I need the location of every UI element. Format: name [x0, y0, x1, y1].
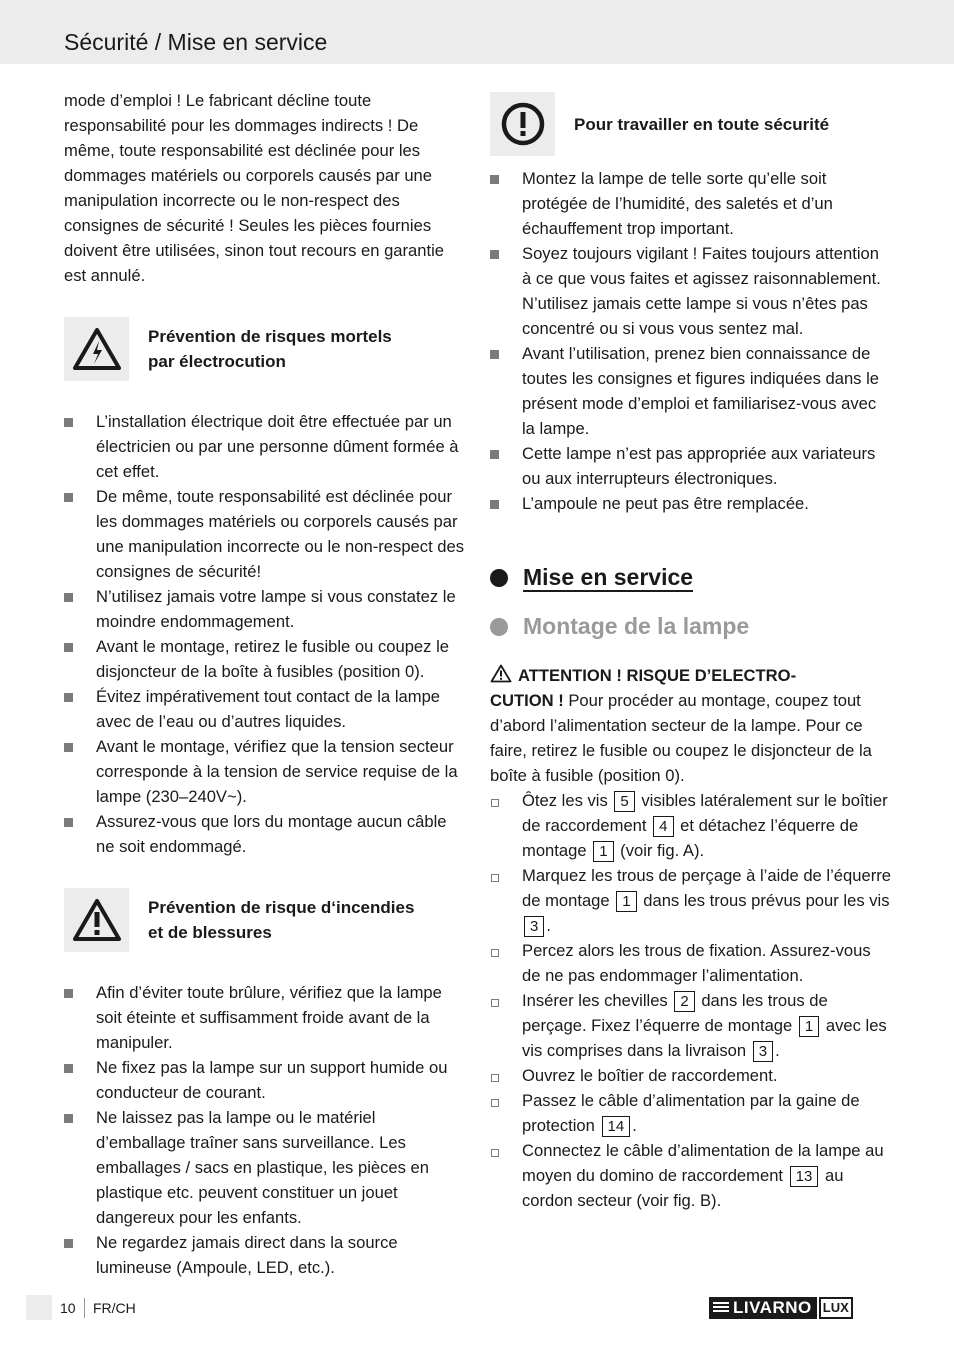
list-item: Avant le montage, retirez le fusible ou coupez le disjoncteur de la boîte à fusibles (position 0). — [64, 634, 466, 684]
fire-injury-list — [64, 980, 466, 1280]
list-item: Afin d’éviter toute brûlure, vérifiez que la lampe soit éteinte et suffisamment froide avant de la manipuler. — [64, 980, 466, 1055]
step-item: Percez alors les trous de fixation. Assurez-vous de ne pas endommager l’alimentation. — [490, 938, 892, 988]
livarno-lux-logo: LIVARNO LUX — [709, 1297, 853, 1319]
list-item: N’utilisez jamais votre lampe si vous constatez le moindre endommagement. — [64, 584, 466, 634]
bullet-dot-icon — [490, 569, 508, 587]
intro-paragraph: mode d’emploi ! Le fabricant décline toute responsabilité pour les dommages indirects ! De même, toute responsabilité est déclinée pour les dommages matériels ou corporels causés par une manipulation incorrecte ou le non-respect des consignes de sécurité ! Seules les pièces fournies doivent être utilisées, sinon tout recours en garantie est annulé. — [64, 91, 445, 285]
list-item: Assurez-vous que lors du montage aucun câble ne soit endommagé. — [64, 809, 466, 859]
list-item: Cette lampe n’est pas appropriée aux variateurs ou aux interrupteurs électroniques. — [490, 441, 892, 491]
logo-bars-icon — [713, 1302, 729, 1314]
page-header — [0, 0, 954, 64]
safety-title: Pour travailler en toute sécurité — [574, 114, 830, 134]
mounting-steps — [490, 788, 892, 1213]
list-item: Évitez impérativement tout contact de la lampe avec de l’eau ou d’autres liquides. — [64, 684, 466, 734]
list-item: Montez la lampe de telle sorte qu’elle soit protégée de l’humidité, des saletés et d’un échauffement trop important. — [490, 166, 892, 241]
warning-title: Prévention de risque d‘incendies et de blessures — [148, 898, 415, 942]
electric-warning-icon — [64, 317, 129, 381]
exclamation-warning-icon — [64, 888, 129, 952]
page-title: Sécurité / Mise en service — [64, 29, 328, 55]
list-item: Avant l’utilisation, prenez bien connaissance de toutes les consignes et figures indiquées dans le présent mode d’emploi et familiarisez-vous avec la lampe. — [490, 341, 892, 441]
step-item: Ouvrez le boîtier de raccordement. — [490, 1063, 892, 1088]
list-item: Ne laissez pas la lampe ou le matériel d’emballage traîner sans surveillance. Les emballages / sacs en plastique, les pièces en plastique etc. peuvent constituer un jouet dangereux pour les enfants. — [64, 1105, 466, 1230]
warning-fire-injury — [64, 888, 466, 952]
attention-paragraph: ATTENTION ! RISQUE D’ELECTRO- CUTION ! Pour procéder au montage, coupez tout d’abord l’alimentation secteur de la lampe. Pour ce faire, retirez le fusible ou coupez le disjoncteur de la boîte à fusible (position 0). — [490, 666, 872, 785]
safety-notice — [490, 92, 892, 156]
list-item: Ne fixez pas la lampe sur un support humide ou conducteur de courant. — [64, 1055, 466, 1105]
page-number: 10 — [60, 1300, 76, 1316]
footer-marker — [26, 1295, 52, 1320]
list-item: L’installation électrique doit être effectuée par un électricien ou par une personne dûment formée à cet effet. — [64, 409, 466, 484]
list-item: Avant le montage, vérifiez que la tension secteur corresponde à la tension de service requise de la lampe (230–240V~). — [64, 734, 466, 809]
electrocution-list — [64, 409, 466, 859]
language-code: FR/CH — [93, 1300, 136, 1316]
small-warning-icon — [490, 664, 512, 683]
step-item: Marquez les trous de perçage à l’aide de l’équerre de montage 1 dans les trous prévus pour les vis 3 . — [490, 863, 892, 938]
warning-electrocution — [64, 317, 466, 381]
step-item: Insérer les chevilles 2 dans les trous de perçage. Fixez l’équerre de montage 1 avec les vis comprises dans la livraison 3 . — [490, 988, 892, 1063]
list-item: L’ampoule ne peut pas être remplacée. — [490, 491, 892, 516]
footer-divider — [84, 1298, 85, 1318]
list-item: Soyez toujours vigilant ! Faites toujours attention à ce que vous faites et agissez raisonnablement. N’utilisez jamais cette lampe si vous n’êtes pas concentré ou si vous vous sentez mal. — [490, 241, 892, 341]
right-column — [490, 88, 892, 1213]
section-heading: Mise en service — [490, 564, 892, 592]
step-item: Passez le câble d’alimentation par la gaine de protection 14 . — [490, 1088, 892, 1138]
list-item: De même, toute responsabilité est déclinée pour les dommages matériels ou corporels causés par une manipulation incorrecte ou le non-respect des consignes de sécurité! — [64, 484, 466, 584]
safety-list — [490, 166, 892, 516]
left-column — [64, 88, 466, 1280]
warning-title: Prévention de risques mortels par électrocution — [148, 327, 392, 371]
list-item: Ne regardez jamais direct dans la source lumineuse (Ampoule, LED, etc.). — [64, 1230, 466, 1280]
exclamation-circle-icon — [490, 92, 555, 156]
step-item: Ôtez les vis 5 visibles latéralement sur le boîtier de raccordement 4 et détachez l’équerre de montage 1 (voir fig. A). — [490, 788, 892, 863]
bullet-dot-icon — [490, 618, 508, 636]
subsection-heading: Montage de la lampe — [490, 614, 892, 639]
step-item: Connectez le câble d’alimentation de la lampe au moyen du domino de raccordement 13 au cordon secteur (voir fig. B). — [490, 1138, 892, 1213]
